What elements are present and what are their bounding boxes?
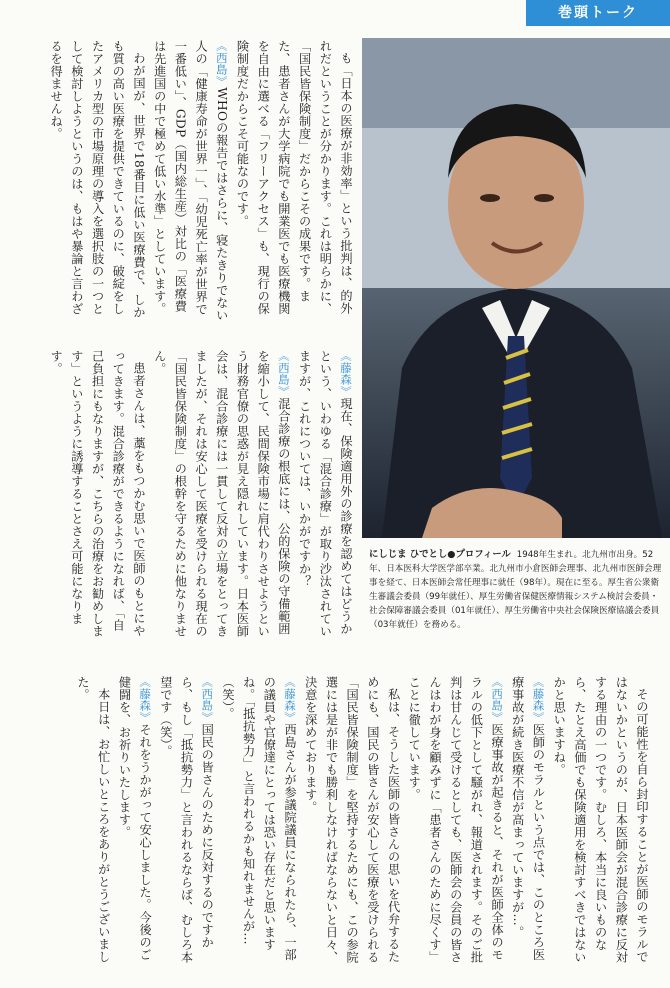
- paragraph-text: その可能性を自ら封印することが医師のモラルではないかというのが、日本医師会が混合診療に反対する理由の一つです。むしろ、本当に良いものなら、たとえ高価でも保険適用を検討すべきではないかと思いますね。: [552, 676, 649, 964]
- paragraph-text: 本日は、お忙しいところをありがとうございました。: [76, 676, 111, 964]
- profile-text: 1948年生まれ。北九州市出身。52年、日本医科大学医学部卒業。北九州市小倉医師会理事、北九州市医師会理事を経て、日本医師会常任理事に就任（98年）。現在に至る。厚生省公衆衛生審議会委員（99年就任）、厚生労働省保健医療情報システム検討会委員・社会保障審議会委員（01年就任）、厚生労働省中央社会保険医療協議会委員（03年就任）を務める。: [369, 550, 662, 630]
- paragraph: [149, 350, 294, 642]
- paragraph: [45, 40, 149, 322]
- article-column-bottom: [22, 676, 652, 968]
- speaker-label: 《西島》: [214, 40, 229, 88]
- speaker-label: 《西島》: [276, 350, 291, 398]
- paragraph-text: 医療事故が起きると、それが医師全体のモラルの低下として騒がれ、報道されます。そのご批判は甘んじて受けるとしても、医師会の会員の皆さんはわが身を顧みずに「患者さんのために尽くす」ことに徹しています。: [407, 676, 505, 964]
- paragraph-text: わが国が、世界で18番目に低い医療費で、しかも質の高い医療を提供できているのに、破綻をしたアメリカ型の市場原理の導入を選択肢の一つとして検討しようというのは、もはや暴論と言わざるを得ませんね。: [49, 40, 146, 319]
- paragraph: [232, 40, 356, 322]
- paragraph: [149, 40, 232, 322]
- paragraph: [294, 350, 356, 642]
- profile-name: にしじま ひでとし●プロフィール: [369, 549, 511, 560]
- paragraph: [217, 676, 300, 968]
- paragraph: [548, 676, 652, 968]
- profile-caption: [369, 548, 665, 632]
- paragraph-text: 患者さんは、藁をもつかむ思いで医師のもとにやってきます。混合診療ができるようになれば、「自己負担にもなりますが、こちらの治療をお勧めします」というように誘導することさえ可能になります。: [49, 350, 146, 638]
- paragraph: [404, 676, 508, 968]
- portrait-photo: [362, 38, 670, 538]
- speaker-label: 《藤森》: [283, 676, 298, 724]
- article-column-middle: [22, 350, 356, 642]
- paragraph-text: 西島さんが参議院議員になられたら、一部の議員や官僚達にとっては恐い存在だと思いますね。「抵抗勢力」と言われるかも知れませんが…（笑）。: [220, 676, 298, 961]
- paragraph: [72, 676, 113, 968]
- section-badge: 巻頭トーク: [526, 0, 670, 26]
- paragraph-text: も「日本の医療が非効率」という批判は、的外れだということが分かります。これは明らかに、「国民皆保険制度」だからこその成果です。また、患者さんが大学病院でも開業医でも医療機関を自由に選べる「フリーアクセス」も、現行の保険制度だからこそ可能なのです。: [235, 40, 353, 315]
- paragraph-text: 国民の皆さんのために反対するのですから、もし「抵抗勢力」と言われるならば、むしろ本望です（笑）。: [158, 676, 215, 964]
- paragraph-text: WHOの報告ではさらに、寝たきりでない人の「健康寿命が世界一」、「幼児死亡率が世界で一番低い」、GDP（国内総生産）対比の「医療費は先進国の中で極めて低い水準」としています。: [152, 40, 229, 322]
- speaker-label: 《藤森》: [531, 676, 546, 724]
- paragraph: [300, 676, 404, 968]
- paragraph: [507, 676, 548, 968]
- speaker-label: 《西島》: [200, 676, 215, 724]
- paragraph: [155, 676, 217, 968]
- paragraph: [114, 676, 155, 968]
- article-column-top: [22, 40, 356, 322]
- paragraph: [45, 350, 149, 642]
- paragraph-text: それをうかがって安心しました。今後のご健闘を、お祈りいたします。: [117, 676, 153, 961]
- speaker-label: 《西島》: [490, 676, 505, 724]
- portrait-illustration: [362, 38, 670, 538]
- paragraph-text: 現在、保険適用外の診療を認めてはどうかという、いわゆる「混合診療」が取り沙汰されていますが、これについては、いかがですか？: [297, 350, 353, 638]
- paragraph-text: 混合診療の根底には、公的保険の守備範囲を縮小して、民間保険市場に肩代わりさせようという財務官僚の思惑が見え隠れしています。日本医師会は、混合診療には一貫して反対の立場をとってきましたが、それは安心して医療を受けられる現在の「国民皆保険制度」の根幹を守るために他なりません。: [152, 350, 291, 638]
- paragraph-text: 私は、そうした医師の皆さんの思いを代弁するためにも、国民の皆さんが安心して医療を受けられる「国民皆保険制度」を堅持するためにも、この参院選には是が非でも勝利しなければならないと日々、決意を深めております。: [303, 676, 401, 964]
- paragraph-text: 医師のモラルという点では、このところ医療事故が続き医療不信が高まっていますが…。: [510, 676, 546, 961]
- speaker-label: 《藤森》: [339, 350, 353, 398]
- speaker-label: 《藤森》: [138, 676, 153, 724]
